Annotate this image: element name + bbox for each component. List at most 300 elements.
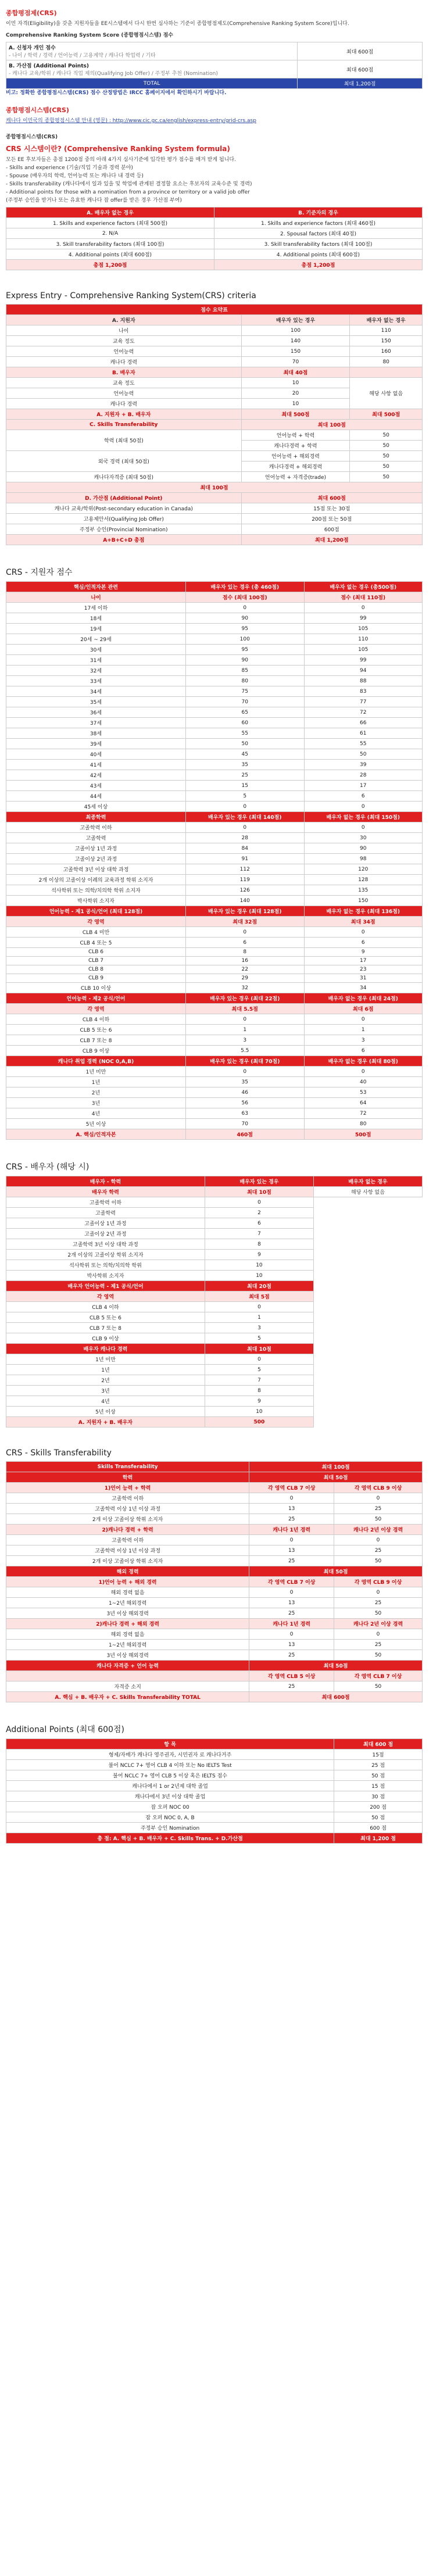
table-row — [6, 430, 423, 441]
spouse-table — [6, 1176, 423, 1427]
score-total-row — [6, 78, 423, 89]
add-col2: 최대 600 점 — [334, 1739, 423, 1749]
sp-total-c2: 500 — [205, 1417, 313, 1427]
sk-total-label: A. 핵심 + B. 배우자 + C. Skills Transferability TOTAL — [6, 1692, 249, 1702]
app-total-label: A. 핵심/인적자본 — [6, 1129, 186, 1140]
table-row — [6, 854, 423, 864]
table-row — [6, 864, 423, 875]
ee-rows — [6, 325, 423, 367]
table-cell: 1 — [304, 1025, 423, 1035]
table-cell: 2개 이상의 고졸이상 학위 소지자 — [6, 1250, 205, 1260]
table-cell: 28 — [304, 770, 423, 781]
score-table — [6, 42, 423, 89]
system-line-1: 모든 EE 후보자들은 총점 1200점 중의 아래 4가지 심사기준에 입각한 평가 점수를 매겨 받게 됩니다. — [6, 157, 236, 163]
table-cell: 60 — [186, 718, 304, 728]
table-cell: 고졸이상 2년 과정 — [6, 854, 186, 864]
table-cell: 3 — [186, 1035, 304, 1046]
ee-grand-label: A+B+C+D 총점 — [6, 535, 242, 545]
table-cell: 5 — [205, 1333, 313, 1344]
table-cell: CLB 4 이하 — [6, 1014, 186, 1025]
table-cell: 13 — [249, 1640, 334, 1650]
table-row — [6, 1823, 423, 1833]
table-cell: 140 — [186, 896, 304, 906]
table-cell: 70 — [241, 357, 350, 367]
app-lang2-sub-c2: 최대 5.5점 — [186, 1004, 304, 1014]
table-cell: 25 — [186, 770, 304, 781]
sk-cert-head: 캐나다 자격증 + 언어 능력 — [6, 1661, 249, 1671]
table-cell: 50 — [350, 430, 423, 441]
ee-criteria-title: Express Entry - Comprehensive Ranking System(CRS) criteria — [6, 291, 256, 300]
table-cell: 70 — [186, 697, 304, 707]
intro-text: 이민 자격(Eligibility)을 갖춘 지원자들을 EE시스템에서 다시 한번 심사하는 기준이 종합평점제도(Comprehensive Ranking System Score)입니다. — [6, 21, 349, 27]
app-edu-head: 최종학력 — [6, 812, 186, 822]
sk-for2 — [6, 1629, 423, 1661]
table-cell: 50 — [350, 451, 423, 461]
table-cell: 50 — [350, 472, 423, 482]
table-cell: 200 점 — [334, 1802, 423, 1812]
app-age-c3: 점수 (최대 110점) — [304, 592, 423, 603]
table-cell: 50 점 — [334, 1812, 423, 1823]
sp-cdns — [6, 1354, 423, 1417]
table-row — [6, 791, 423, 802]
table-cell: 언어능력 — [6, 346, 242, 357]
table-cell: CLB 7 — [6, 957, 186, 965]
table-cell: 언어능력 + 학력 — [241, 430, 350, 441]
table-cell: 80 — [186, 676, 304, 686]
table-cell: 1년 — [6, 1077, 186, 1087]
table-cell: 10 — [205, 1271, 313, 1281]
table-row — [6, 346, 423, 357]
table-row — [6, 1770, 423, 1781]
table-cell: 0 — [205, 1354, 313, 1365]
system-header-a: A. 배우자 없는 경우 — [6, 207, 214, 218]
table-cell: 0 — [249, 1587, 334, 1598]
table-cell: 43세 — [6, 781, 186, 791]
table-row — [6, 1098, 423, 1108]
table-cell: 90 — [186, 655, 304, 666]
table-cell: 100 — [241, 325, 350, 336]
table-cell: 112 — [186, 864, 304, 875]
app-col3: 배우자 없는 경우 (총500점) — [304, 582, 423, 592]
table-cell: 13 — [249, 1504, 334, 1514]
ee-c-total: 최대 100점 — [6, 482, 423, 493]
table-row — [6, 1681, 423, 1692]
table-cell: 0 — [249, 1535, 334, 1545]
sk-for-sub1-c3: 각 영역 CLB 9 이상 — [334, 1577, 423, 1587]
sp-col2: 배우자 있는 경우 — [205, 1176, 313, 1187]
table-row — [6, 1014, 423, 1025]
table-row — [6, 927, 423, 938]
table-cell: 55 — [186, 728, 304, 739]
app-lang1-sub-c3: 최대 34점 — [304, 917, 423, 927]
table-cell: 0 — [186, 1014, 304, 1025]
table-cell: 50 — [186, 739, 304, 749]
table-cell: 0 — [186, 822, 304, 833]
ee-c-max: 최대 100점 — [241, 420, 422, 430]
table-row — [6, 249, 423, 260]
add-col1: 항 목 — [6, 1739, 334, 1749]
table-row — [6, 1229, 423, 1239]
table-cell: 20세 ~ 29세 — [6, 634, 186, 645]
table-cell: 나이 — [6, 325, 242, 336]
table-cell: 126 — [186, 885, 304, 896]
app-lang1-head: 언어능력 - 제1 공식/언어 (최대 128점) — [6, 906, 186, 917]
app-total-c3: 500점 — [304, 1129, 423, 1140]
table-cell: 50 — [334, 1514, 423, 1525]
table-cell: 42세 — [6, 770, 186, 781]
table-cell: 해외 경력 없음 — [6, 1587, 249, 1598]
table-cell: 15 — [186, 781, 304, 791]
table-cell: 53 — [304, 1087, 423, 1098]
table-cell: 50 — [334, 1556, 423, 1566]
table-cell: 100 — [186, 634, 304, 645]
table-cell: 34 — [304, 983, 423, 993]
system-line-5: - Additional points for those with a nomination from a province or territory or a valid job offer — [6, 189, 250, 195]
table-cell: 50 — [334, 1681, 423, 1692]
sk-edu-sub1-c3: 각 영역 CLB 9 이상 — [334, 1483, 423, 1493]
table-row — [6, 718, 423, 728]
app-lang2-sub-head: 각 영역 — [6, 1004, 186, 1014]
table-cell: 0 — [249, 1493, 334, 1504]
app-edus — [6, 822, 423, 906]
table-cell: CLB 4 또는 5 — [6, 938, 186, 948]
table-cell: 0 — [249, 1629, 334, 1640]
ee-b-max: 최대 40점 — [241, 367, 350, 378]
table-row — [6, 1650, 423, 1661]
table-cell: 72 — [304, 707, 423, 718]
table-cell: 39 — [304, 760, 423, 770]
sk-for-sub1-c2: 각 영역 CLB 7 이상 — [249, 1577, 334, 1587]
table-cell: 95 — [186, 645, 304, 655]
table-cell: 1~2년 해외경력 — [6, 1598, 249, 1608]
table-row — [6, 378, 423, 388]
table-cell: 150 — [304, 896, 423, 906]
score-total-label: TOTAL — [6, 78, 298, 89]
table-cell: 99 — [304, 613, 423, 624]
app-lang2-c2: 배우자 있는 경우 (최대 22점) — [186, 993, 304, 1004]
table-cell: 언어능력 — [6, 388, 242, 399]
table-row — [6, 1629, 423, 1640]
table-cell: 외국 경력 (최대 50점) — [6, 451, 242, 472]
table-cell: 3년 이상 해외경력 — [6, 1650, 249, 1661]
system-line-2: - Skills and experience (기술/직업 기술과 경력 분야) — [6, 165, 133, 171]
table-row — [6, 1535, 423, 1545]
table-cell: 0 — [186, 927, 304, 938]
table-row — [6, 1025, 423, 1035]
table-row — [6, 1802, 423, 1812]
table-cell: 고졸학력 3년 이상 대학 과정 — [6, 864, 186, 875]
table-cell: 8 — [205, 1239, 313, 1250]
table-cell: CLB 7 또는 8 — [6, 1035, 186, 1046]
table-cell: 0 — [304, 1067, 423, 1077]
ee-ab-c2: 최대 500점 — [241, 409, 350, 420]
table-cell: 99 — [304, 655, 423, 666]
table-row — [6, 1396, 423, 1407]
table-row — [6, 1791, 423, 1802]
table-cell: CLB 6 — [6, 948, 186, 957]
table-cell: 30 점 — [334, 1791, 423, 1802]
table-cell: 25 — [334, 1545, 423, 1556]
table-row — [6, 728, 423, 739]
table-cell: CLB 4 미만 — [6, 927, 186, 938]
table-cell: 석사학위 또는 의학/치의학 학위 — [6, 1260, 205, 1271]
table-cell: 31세 — [6, 655, 186, 666]
score-row-a — [6, 42, 423, 60]
table-cell: 34세 — [6, 686, 186, 697]
table-cell: 9 — [304, 948, 423, 957]
table-cell: 84 — [186, 843, 304, 854]
table-cell: 0 — [334, 1587, 423, 1598]
table-cell: 30 — [304, 833, 423, 843]
sp-lang-head: 배우자 언어능력 - 제1 공식/언어 — [6, 1281, 205, 1291]
app-lang1 — [6, 927, 423, 993]
table-row — [6, 666, 423, 676]
table-row — [6, 739, 423, 749]
table-cell: 6 — [304, 791, 423, 802]
table-row — [6, 1197, 423, 1208]
table-cell: 2 — [205, 1208, 313, 1218]
table-cell: 35 — [186, 760, 304, 770]
sp-edu-head: 배우자 학력 — [6, 1187, 205, 1197]
table-row — [6, 1312, 423, 1323]
table-row — [6, 1504, 423, 1514]
table-row — [6, 645, 423, 655]
table-row — [6, 218, 423, 228]
page-title: 종합평점제(CRS) — [6, 9, 57, 17]
table-cell: 85 — [186, 666, 304, 676]
table-cell: CLB 10 이상 — [6, 983, 186, 993]
table-row — [6, 1302, 423, 1312]
table-row — [6, 1749, 423, 1760]
table-cell: 0 — [304, 802, 423, 812]
ee-ab-total: A. 지원자 + B. 배우자 — [6, 409, 242, 420]
add-total-value: 최대 1,200 점 — [334, 1833, 423, 1844]
table-cell: 박사학위 소지자 — [6, 896, 186, 906]
table-cell: 0 — [304, 927, 423, 938]
table-cell: 2년 — [6, 1087, 186, 1098]
table-row — [6, 1271, 423, 1281]
table-cell: CLB 5 또는 6 — [6, 1025, 186, 1035]
table-cell: 38세 — [6, 728, 186, 739]
sk-for-sub2-c2: 캐나다 1년 경력 — [249, 1619, 334, 1629]
applicant-table — [6, 581, 423, 1140]
table-cell: 1년 미만 — [6, 1067, 186, 1077]
table-cell: 고졸이상 1년 과정 — [6, 1218, 205, 1229]
sp-col1: 배우자 - 학력 — [6, 1176, 205, 1187]
table-cell: 10 — [241, 399, 350, 409]
sk-for1 — [6, 1587, 423, 1619]
table-cell: 105 — [304, 624, 423, 634]
skills-table — [6, 1461, 423, 1702]
app-cdn-c2: 배우자 있는 경우 (최대 70점) — [186, 1056, 304, 1067]
app-lang2-head: 언어능력 - 제2 공식/언어 — [6, 993, 186, 1004]
system-line-4: - Skills transferability (캐나다에서 일과 있을 및 학업에 관계된 결정할 요소는 후보자의 교육수준 및 경력) — [6, 181, 252, 187]
score-title: Comprehensive Ranking System Score (종합평점시스템) 점수 — [6, 33, 173, 38]
system-red-title: CRS 시스템이란? (Comprehensive Ranking System formula) — [6, 145, 230, 153]
table-cell: 600점 — [241, 524, 422, 535]
ee-c-rows — [6, 430, 423, 482]
table-cell: 7 — [205, 1375, 313, 1386]
table-row — [6, 524, 423, 535]
table-cell: 36세 — [6, 707, 186, 718]
table-row — [6, 1077, 423, 1087]
table-cell: 고졸이상 2년 과정 — [6, 1229, 205, 1239]
table-cell: 105 — [304, 645, 423, 655]
table-cell: 25 — [334, 1640, 423, 1650]
table-cell: 2개 이상의 고졸이상 이례의 교육과정 학위 소지자 — [6, 875, 186, 885]
table-cell: 23 — [304, 965, 423, 974]
app-edu-c2: 배우자 있는 경우 (최대 140점) — [186, 812, 304, 822]
table-cell: 3년 — [6, 1386, 205, 1396]
table-cell: CLB 8 — [6, 965, 186, 974]
system-total-b: 총점 1,200점 — [214, 260, 423, 270]
table-cell: 잡 오퍼 NOC 0, A, B — [6, 1812, 334, 1823]
sp-na-note: 해당 사항 없음 — [313, 1187, 422, 1197]
table-cell: 150 — [350, 336, 423, 346]
app-cdn-head: 캐나다 취업 경력 (NOC 0,A,B) — [6, 1056, 186, 1067]
table-cell: 31 — [304, 974, 423, 983]
table-row — [6, 613, 423, 624]
sp-lang-sub-head: 각 영역 — [6, 1291, 205, 1302]
table-cell: 25 — [334, 1598, 423, 1608]
table-cell: 70 — [186, 1119, 304, 1129]
table-cell: 119 — [186, 875, 304, 885]
table-cell: CLB 9 — [6, 974, 186, 983]
add-total-label: 총 점: A. 핵심 + B. 배우자 + C. Skills Trans. + D.가산점 — [6, 1833, 334, 1844]
table-cell: 50 — [350, 441, 423, 451]
table-cell: CLB 5 또는 6 — [6, 1312, 205, 1323]
table-row — [6, 357, 423, 367]
ee-criteria-table — [6, 304, 423, 545]
table-cell: 25 점 — [334, 1760, 423, 1770]
table-row — [6, 1781, 423, 1791]
table-cell: 고졸학력 이상 1년 이상 과정 — [6, 1545, 249, 1556]
table-cell: 50 — [334, 1650, 423, 1661]
table-cell: 40세 — [6, 749, 186, 760]
table-row — [6, 1608, 423, 1619]
table-row — [6, 1598, 423, 1608]
table-cell: 35세 — [6, 697, 186, 707]
table-cell: 8 — [186, 948, 304, 957]
table-cell: 해외 경력 없음 — [6, 1629, 249, 1640]
system-cell: 4. Additional points (최대 600점) — [6, 249, 214, 260]
table-cell: CLB 4 이하 — [6, 1302, 205, 1312]
table-cell: 5 — [205, 1365, 313, 1375]
table-row — [6, 875, 423, 885]
ee-col3: 배우자 없는 경우 — [350, 315, 423, 325]
sp-col3: 배우자 없는 경우 — [313, 1176, 422, 1187]
table-cell: 41세 — [6, 760, 186, 770]
app-age-c2: 점수 (최대 100점) — [186, 592, 304, 603]
table-row — [6, 1218, 423, 1229]
table-cell: 16 — [186, 957, 304, 965]
table-cell: 고졸학력 이하 — [6, 822, 186, 833]
table-cell: 7 — [205, 1229, 313, 1239]
table-cell: 고졸학력 이하 — [6, 1197, 205, 1208]
table-cell: 72 — [304, 1108, 423, 1119]
table-cell: 65 — [186, 707, 304, 718]
table-cell: 5년 이상 — [6, 1407, 205, 1417]
table-cell: 200점 또는 50점 — [241, 514, 422, 524]
sk-edu-max: 최대 50점 — [249, 1472, 423, 1483]
app-age-head: 나이 — [6, 592, 186, 603]
system-cell: 2. Spousal factors (최대 40점) — [214, 228, 423, 239]
app-lang2-sub-c3: 최대 6점 — [304, 1004, 423, 1014]
table-row — [6, 948, 423, 957]
sp-edus — [6, 1197, 423, 1281]
sp-cdn-head: 배우자 캐나다 경력 — [6, 1344, 205, 1354]
sp-cdn-max: 최대 10점 — [205, 1344, 313, 1354]
table-row — [6, 1333, 423, 1344]
spouse-title: CRS - 배우자 (해당 시) — [6, 1162, 90, 1172]
table-row — [6, 938, 423, 948]
sk-edu1 — [6, 1493, 423, 1525]
table-cell: 110 — [304, 634, 423, 645]
app-lang1-sub-head: 각 영역 — [6, 917, 186, 927]
ee-b-label: B. 배우자 — [6, 367, 242, 378]
table-cell: 0 — [334, 1629, 423, 1640]
sk-for-sub1: 1)언어 능력 + 해외 경력 — [6, 1577, 249, 1587]
table-cell: 140 — [241, 336, 350, 346]
table-row — [6, 1046, 423, 1056]
table-cell: 66 — [304, 718, 423, 728]
sk-cert-max: 최대 50점 — [249, 1661, 423, 1671]
table-cell: 주정부 승인 Nomination — [6, 1823, 334, 1833]
table-cell: 고졸학력 — [6, 1208, 205, 1218]
table-cell: 캐나다 교육/학위(Post-secondary education in Canada) — [6, 503, 242, 514]
table-cell: 32 — [186, 983, 304, 993]
table-cell: 교육 정도 — [6, 378, 242, 388]
table-row — [6, 833, 423, 843]
system-head: 종합평점시스템(CRS) — [6, 134, 58, 140]
table-cell: 28 — [186, 833, 304, 843]
table-row — [6, 228, 423, 239]
table-cell: 40 — [304, 1077, 423, 1087]
table-cell: 1년 — [6, 1365, 205, 1375]
crs-link[interactable]: 캐나다 이민국의 종합평점시스템 안내 (영문) : http://www.cic.gc.ca/english/express-entry/grid-crs.asp — [6, 118, 256, 124]
table-cell: 1~2년 해외경력 — [6, 1640, 249, 1650]
app-ages — [6, 603, 423, 812]
sk-edu2 — [6, 1535, 423, 1566]
skills-title: CRS - Skills Transferability — [6, 1448, 112, 1458]
table-cell: 학력 (최대 50점) — [6, 430, 242, 451]
table-cell: 98 — [304, 854, 423, 864]
table-row — [6, 325, 423, 336]
table-row — [6, 1365, 423, 1375]
table-cell: 83 — [304, 686, 423, 697]
table-cell: 91 — [186, 854, 304, 864]
table-cell: 캐나다 경력 — [6, 357, 242, 367]
system-cell: 4. Additional points (최대 600점) — [214, 249, 423, 260]
table-cell: 29 — [186, 974, 304, 983]
system-total-row — [6, 260, 423, 270]
table-row — [6, 1035, 423, 1046]
table-cell: 2개 이상 고졸이상 학위 소지자 — [6, 1514, 249, 1525]
table-cell: 고용제안서(Qualifying Job Offer) — [6, 514, 242, 524]
table-cell: 120 — [304, 864, 423, 875]
sk-for-head: 해외 경력 — [6, 1566, 249, 1577]
sp-total-label: A. 지원자 + B. 배우자 — [6, 1417, 205, 1427]
table-row — [6, 983, 423, 993]
applicant-title: CRS - 지원자 점수 — [6, 568, 73, 577]
table-cell: 46 — [186, 1087, 304, 1098]
table-row — [6, 974, 423, 983]
table-row — [6, 655, 423, 666]
table-cell: 1년 미만 — [6, 1354, 205, 1365]
table-cell: 캐나다에서 1 or 2년제 대학 졸업 — [6, 1781, 334, 1791]
table-cell: 90 — [186, 613, 304, 624]
table-cell: 25 — [249, 1681, 334, 1692]
